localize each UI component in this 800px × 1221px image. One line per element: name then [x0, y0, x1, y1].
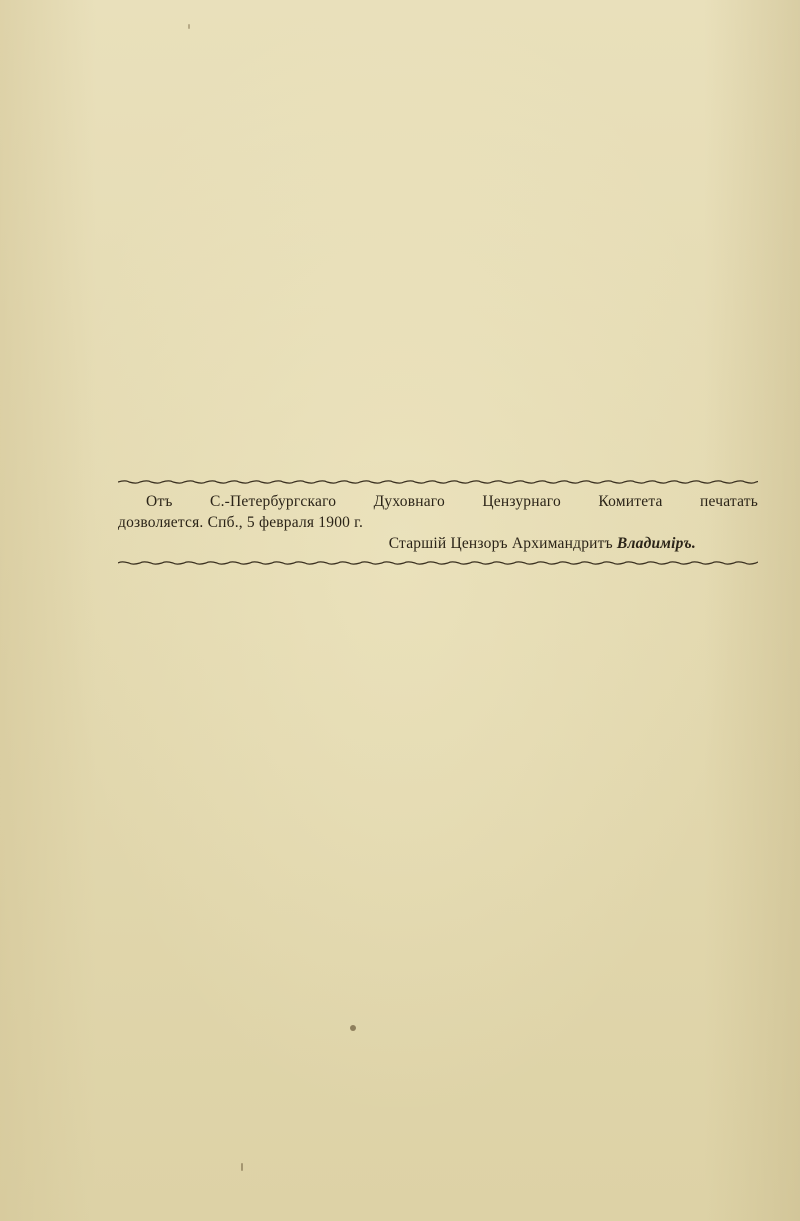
censorship-approval	[118, 477, 758, 568]
bottom-wavy-line	[118, 562, 758, 564]
censorship-line-2: дозволяется. Спб., 5 февраля 1900 г.	[118, 514, 364, 531]
top-wavy-line	[118, 481, 758, 483]
censorship-text	[118, 491, 758, 554]
censor-name: Владиміръ.	[616, 535, 696, 552]
top-wavy-rule	[118, 477, 758, 487]
ink-speck	[188, 24, 190, 29]
bottom-wavy-rule	[118, 558, 758, 568]
ink-speck	[350, 1025, 356, 1031]
ink-speck	[241, 1163, 243, 1171]
censorship-line-1: Отъ С.-Петербургскаго Духовнаго Цензурнаго Комитета печатать	[146, 493, 758, 510]
censorship-signature-line	[118, 533, 758, 554]
censor-title: Старшій Цензоръ Архимандритъ	[388, 535, 617, 552]
